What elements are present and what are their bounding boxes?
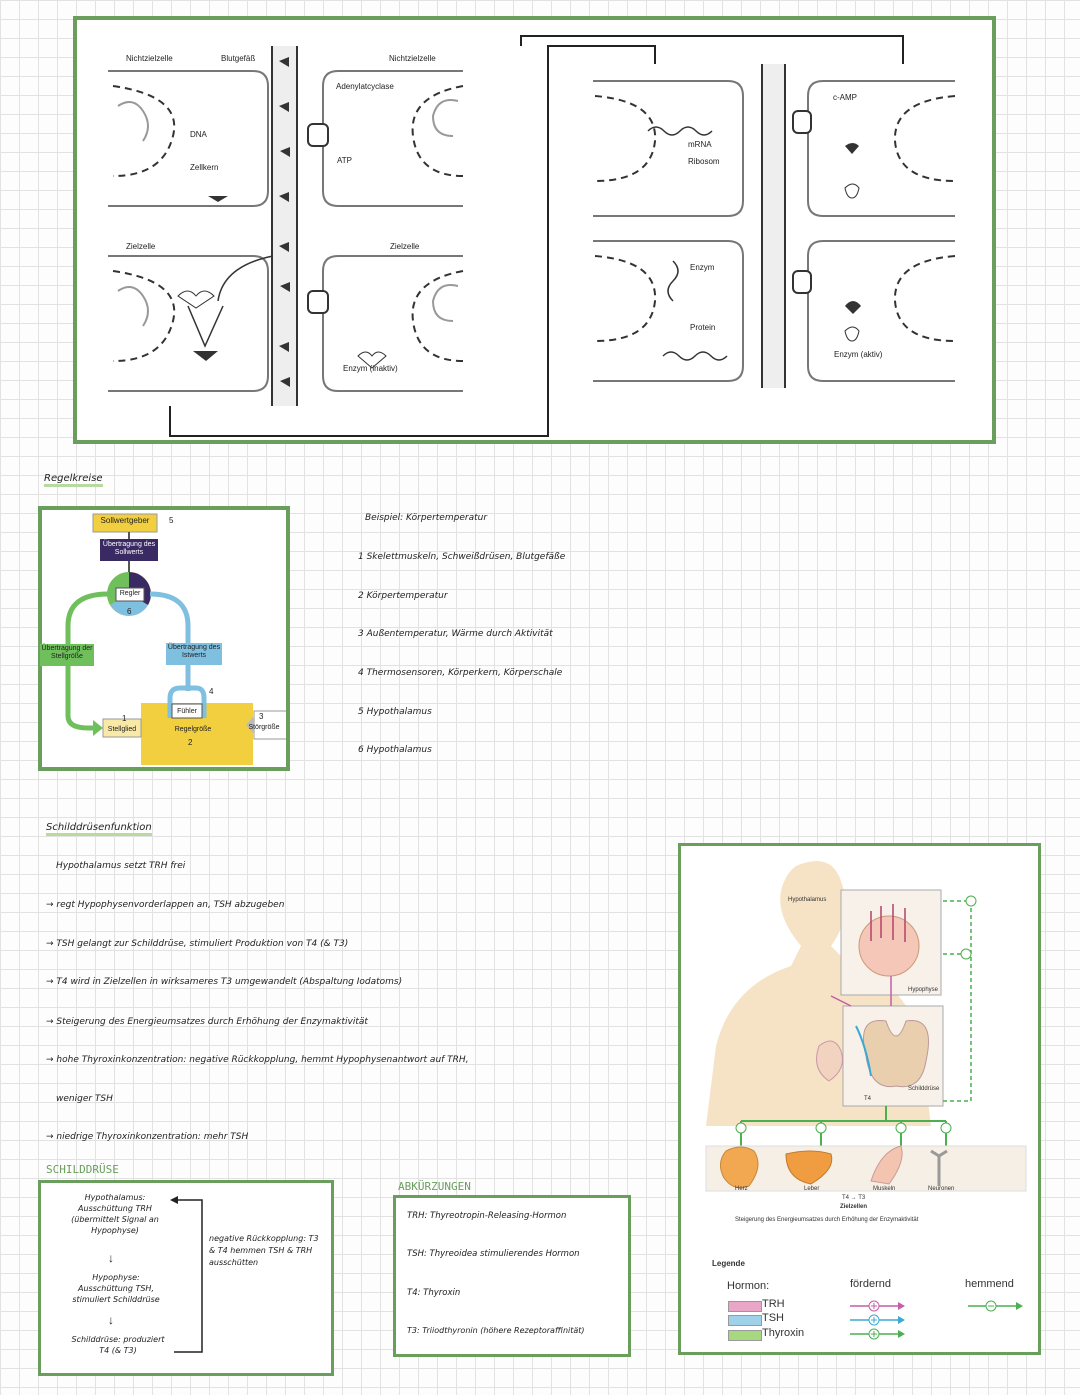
fig-label-t4-t3: T4 → T3 [842, 1195, 866, 1201]
schilddruese-line-3: → T4 wird in Zielzellen in wirksameres T3 umgewandelt (Abspaltung Iodatoms) [46, 977, 403, 987]
label-zielzelle-1: Zielzelle [126, 242, 156, 251]
legend-swatch-thyroxin [728, 1330, 762, 1341]
legend-label-tsh: TSH [762, 1312, 784, 1324]
fig-label-neuronen: Neuronen [928, 1186, 955, 1192]
label-camp: c-AMP [833, 93, 857, 102]
label-enzym-aktiv: Enzym (aktiv) [834, 350, 883, 359]
label-atp: ATP [337, 156, 352, 165]
inhibiting-arrow-icon [968, 1301, 1023, 1311]
abk-1: TSH: Thyreoidea stimulierendes Hormon [407, 1249, 580, 1259]
label-stellglied: Stellglied [107, 726, 137, 733]
flow-step-3: Schilddrüse: produziert T4 (& T3) [71, 1335, 165, 1355]
legend-foerdernd: fördernd [850, 1278, 891, 1290]
abk-0: TRH: Thyreotropin-Releasing-Hormon [407, 1211, 567, 1221]
regelkreis-note-0: Beispiel: Körpertemperatur [365, 513, 488, 523]
signal-figure-drawing [73, 16, 996, 444]
label-regelgroesse: Regelgröße [174, 726, 212, 733]
label-mrna: mRNA [688, 140, 712, 149]
flow-arrow-1: ↓ [108, 1251, 114, 1265]
promoting-arrow-blue-icon [850, 1315, 905, 1325]
regelkreis-note-3: 3 Außentemperatur, Wärme durch Aktivität [358, 629, 553, 639]
feedback-bracket [168, 1196, 208, 1356]
legend-hemmend: hemmend [965, 1278, 1014, 1290]
label-ribosom: Ribosom [688, 157, 720, 166]
label-num-1: 1 [122, 714, 127, 723]
regelkreis-heading: Regelkreise [44, 473, 103, 487]
fig-label-zielzellen: Zielzellen [840, 1204, 868, 1210]
label-num-5: 5 [169, 516, 174, 525]
schilddruese-line-5: → hohe Thyroxinkonzentration: negative Rückkopplung, hemmt Hypophysenantwort auf TRH, [46, 1055, 469, 1065]
label-num-6: 6 [127, 607, 132, 616]
label-blutgefaess: Blutgefäß [221, 54, 256, 63]
label-uebertragung-sollwert: Übertragung des Sollwerts [102, 541, 156, 556]
schilddruese-heading: Schilddrüsenfunktion [46, 822, 152, 836]
label-num-4: 4 [209, 687, 214, 696]
label-fuehler: Fühler [177, 708, 197, 715]
flow-step-2: Hypophyse: Ausschüttung TSH, stimuliert Schilddrüse [72, 1273, 160, 1304]
schilddruese-line-1: → regt Hypophysenvorderlappen an, TSH abzugeben [46, 900, 285, 910]
abk-title: ABKÜRZUNGEN [398, 1180, 471, 1193]
label-adenylatcyclase: Adenylatcyclase [336, 82, 394, 91]
label-zellkern: Zellkern [190, 163, 219, 172]
regelkreis-note-2: 2 Körpertemperatur [358, 591, 448, 601]
legend-title: Legende [712, 1259, 745, 1268]
fig-label-muskeln: Muskeln [873, 1186, 896, 1192]
label-zielzelle-2: Zielzelle [390, 242, 420, 251]
flow-arrow-2: ↓ [108, 1313, 114, 1327]
legend-hormon: Hormon: [727, 1280, 770, 1292]
legend-swatch-tsh [728, 1315, 762, 1326]
label-enzym-inaktiv: Enzym (inaktiv) [343, 364, 398, 373]
label-nichtzielzelle-1: Nichtzielzelle [126, 54, 173, 63]
legend-arrow-icons [848, 1296, 1028, 1346]
schilddruese-line-0: Hypothalamus setzt TRH frei [56, 861, 186, 871]
schilddruese-box-title: SCHILDDRÜSE [46, 1163, 119, 1176]
fig-label-t4: T4 [864, 1096, 872, 1102]
fig-caption: Steigerung des Energieumsatzes durch Erhöhung der Enzymaktivität [735, 1217, 919, 1223]
schilddruese-line-7: → niedrige Thyroxinkonzentration: mehr TSH [46, 1132, 249, 1142]
flow-feedback: negative Rückkopplung: T3 & T4 hemmen TSH & TRH ausschütten [209, 1234, 319, 1267]
fig-label-schilddruese: Schilddrüse [908, 1086, 940, 1092]
label-stoergroesse: Störgröße [248, 724, 280, 731]
promoting-arrow-pink-icon [850, 1301, 905, 1311]
abk-3: T3: Triiodthyronin (höhere Rezeptoraffinität) [407, 1326, 585, 1335]
legend-label-thyroxin: Thyroxin [762, 1327, 805, 1339]
label-num-3: 3 [259, 712, 264, 721]
label-nichtzielzelle-2: Nichtzielzelle [389, 54, 436, 63]
promoting-arrow-green-icon [850, 1329, 905, 1339]
label-uebertragung-stellgroesse: Übertragung der Stellgröße [41, 645, 93, 660]
label-sollwertgeber: Sollwertgeber [100, 516, 150, 525]
label-num-2: 2 [188, 738, 193, 747]
fig-label-hypophyse: Hypophyse [908, 987, 939, 993]
legend-label-trh: TRH [762, 1298, 785, 1310]
regelkreis-note-1: 1 Skelettmuskeln, Schweißdrüsen, Blutgefäße [358, 552, 566, 562]
regelkreis-note-4: 4 Thermosensoren, Körperkern, Körperschale [358, 668, 563, 678]
label-uebertragung-istwert: Übertragung des Istwerts [167, 644, 221, 659]
regelkreis-note-6: 6 Hypothalamus [358, 745, 432, 755]
fig-label-herz: Herz [735, 1186, 748, 1192]
regelkreis-note-5: 5 Hypothalamus [358, 707, 432, 717]
label-protein: Protein [690, 323, 716, 332]
schilddruese-line-4: → Steigerung des Energieumsatzes durch Erhöhung der Enzymaktivität [46, 1017, 368, 1027]
label-regler: Regler [119, 590, 141, 597]
regelkreis-diagram [38, 506, 290, 771]
label-enzym: Enzym [690, 263, 715, 272]
flow-step-1: Hypothalamus: Ausschüttung TRH (übermittelt Signal an Hypophyse) [71, 1193, 159, 1235]
hormone-figure-drawing [681, 846, 1038, 1236]
fig-label-hypothalamus: Hypothalamus [788, 897, 827, 903]
legend-swatch-trh [728, 1301, 762, 1312]
abk-2: T4: Thyroxin [407, 1288, 461, 1298]
label-dna: DNA [190, 130, 207, 139]
fig-label-leber: Leber [804, 1186, 820, 1192]
schilddruese-line-2: → TSH gelangt zur Schilddrüse, stimuliert Produktion von T4 (& T3) [46, 939, 349, 949]
schilddruese-line-6: weniger TSH [56, 1094, 113, 1104]
